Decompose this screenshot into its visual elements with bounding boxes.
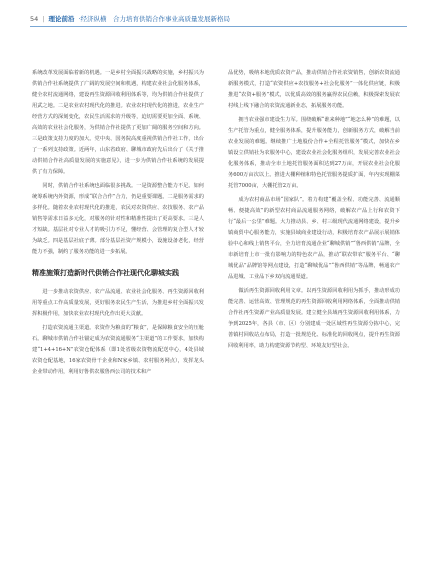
body-paragraph: 同时，供销合作社系统也面临很多挑战。一是资源整合能力不足。如何统筹系统内外资源，形成“联合合作”合力，仍是重要课题。二是服务需求的多样化。随着农业农村现代化的推进，农民对农资供应、农技服务、农产品销售等需求日益多元化，对服务的针对性和精准性提出了更高要求。三是人才短缺。基层社对专业人才的吸引力不足，懂经营、会管理的复合型人才较为缺乏。四是基层社底子薄。部分基层社资产规模小，设施设备老化，经营能力不强，制约了服务功能的进一步拓展。: [32, 183, 204, 255]
header-rule: [30, 26, 407, 27]
section-name: 理论前沿: [48, 15, 75, 23]
page-number: 54: [30, 15, 39, 23]
header-separator: |: [42, 15, 45, 23]
right-column: [228, 68, 400, 355]
left-column: [32, 68, 204, 381]
page-header: [30, 13, 407, 25]
body-paragraph: 拥当农业强市建设生力军。围绕破解“谁来种地”“地怎么种”的难题，以生产托管为重点，健全服务体系，提升服务能力，创新服务方式，破解当前农业发展的难题。继续推广土地股份合作+全程托管服务“模式，加快在乡镇设立供销社为农服务中心，建设农业社会化服务组织，发展完善农业社会化服务体系，推动全市土地托管服务面积达到27万亩，开展农业社会化服务600万亩次以上。推进大棚种植和特色托管服务提质扩面，年内实现棚菜托管7000亩，大棚托管2万亩。: [228, 117, 400, 189]
column-title: ·经济纵横 合力培育供销合作事业高质量发展新格局: [78, 15, 231, 23]
body-paragraph: 系统改革发展面临着新的机遇。一是乡村全面振兴战略的实施，乡村振兴为供销合作社系统提供了广阔的发展空间和机遇，构建农业社会化服务体系，健全农村流通网络，建设再生资源回收利用体系等，均为供销合作社提供了用武之地。二是农业农村现代化的推进。农业农村现代化的推进，农业生产经营方式的深刻变化，农民生活需求的升级等，迫切需要更加全面、系统、高效的农业社会化服务，为供销合作社提供了更加广阔的服务空间和方向。三是政策支持力度的加大。党中央、国务院高度重视供销合作社工作，出台了一系列支持政策。近两年，山东省政府、聊城市政府先后出台了《关于推动供销合作社高质量发展的实施意见》，进一步为供销合作社系统的发展提供了有力保障。: [32, 70, 204, 175]
section-heading: 精准施策打造新时代供销合作社现代化聊城实践: [32, 269, 179, 277]
body-paragraph: 打造农资流通主渠道。农资作为粮食的“粮食”，是保障粮食安全的压舱石。聊城市供销合作社锚定成为农资流通服务“主渠道”的工作要求，加快构建“1+4+16+N”农资仓配体系（即1处省级农资物流配送中心，4处县域农资仓配基地，16家农资骨干企业和N家乡镇、农村服务网点），发挥龙头企业带动作用，利用好鲁供农服鲁西公司的技术和产: [32, 325, 204, 375]
body-paragraph: 品优势，吸纳本地优质农资产品，推动供销合作社农资销售，创新农资流通新服务模式，打造“农资供应+农技服务+社会化服务”一体化供应链，积极推进“农资+服务”模式，以优质高效的服务赢得农民信赖，积极探索发展农村线上线下融合的农资流通新业态，拓展服务功能。: [228, 70, 400, 109]
body-paragraph: 进一步推动农资供应、农产品流通、农业社会化服务、再生资源回收利用等重点工作高质量发展，更好服务农民生产生活，为推进乡村全面振兴发挥积极作用，加快农业农村现代化作出更大贡献。: [32, 289, 204, 317]
body-paragraph: 成为农村商品市场“国家队”。着力构建“覆盖全程、功能完善、流通顺畅、便捷高效”的新型农村商品流通服务网络，破解农产品上行和农资下行“最后一公里”难题。大力推动县、乡、村三级现代流通网络建设，提升乡镇商贸中心服务能力，实施县域商业建设行动，积极培育农产品展示展销体验中心和线上销售平台，全力培育流通企业“聊城供销”“鲁西供销”品牌，全市新培育上市一批有影响力的特色农产品，推动“联农带农”服务平台、“聊城优品”品牌馆等网点建设，打造“聊城优品”“鲁西供销”等品牌，畅通农产品进城、工业品下乡双向流通渠道。: [228, 197, 400, 280]
body-paragraph: 做活再生资源回收利用文章。以再生资源回收利用为抓手，推动形成功能完善、运营高效、管理规范的再生资源回收利用网络体系，全面推动供销合作社再生资源产业高质量发展。建立健全县域再生资源回收利用体系，力争到2025年，各县（市、区）分别建成一处区域性再生资源分拣中心，完善镇村回收站点布局，打造一批规范化、标准化的回收网点，提升再生资源回收利用率，助力构建资源节约型、环境友好型社会。: [228, 288, 400, 349]
